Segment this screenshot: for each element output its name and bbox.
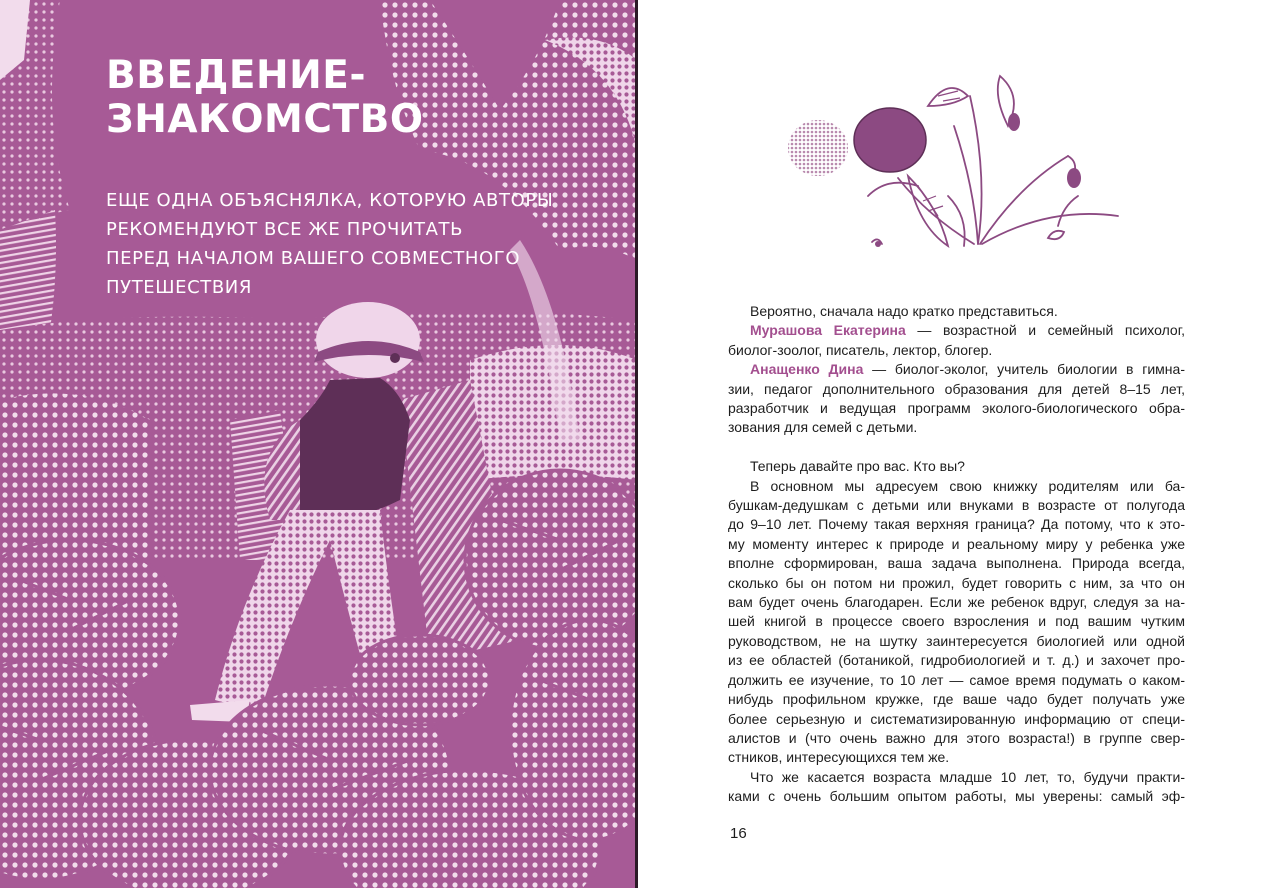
paragraph-line: му моменту интерес к природе и реальному миру у ребенка уже <box>728 535 1185 552</box>
paragraph-line: до 9–10 лет. Почему такая верхняя граница? Да потому, что к это- <box>728 516 1185 533</box>
chapter-subtitle-line: ПУТЕШЕСТВИЯ <box>106 277 252 298</box>
paragraph-line: зии, педагог дополнительного образования для детей 8–15 лет, <box>728 380 1185 397</box>
chapter-subtitle-line: РЕКОМЕНДУЮТ ВСЕ ЖЕ ПРОЧИТАТЬ <box>106 219 464 240</box>
paragraph-line: алистов и (что очень важно для этого возраста!) в группе свер- <box>728 729 1185 746</box>
paragraph-line: вам будет очень благодарен. Если же ребенок вдруг, следуя за на- <box>728 594 1185 611</box>
author-1-line <box>728 321 1185 340</box>
chapter-title-line: ВВЕДЕНИЕ- <box>106 53 367 98</box>
strawberry-plant-illustration <box>778 66 1138 266</box>
author-1-desc: — возрастной и семейный психолог, <box>905 322 1185 339</box>
paragraph-line: зования для семей с детьми. <box>728 419 918 436</box>
paragraph-line: более серьезную и систематизированную информацию от специ- <box>728 710 1185 727</box>
paragraph-line: биолог-зоолог, писатель, лектор, блогер. <box>728 341 993 358</box>
paragraph-line: В основном мы адресуем свою книжку родителям или ба- <box>750 477 1185 494</box>
paragraph-line: разработчик и ведущая программ эколого-биологического обра- <box>728 400 1185 417</box>
paragraph-line: вполне сформирован, ваша задача выполнена. Природа всегда, <box>728 555 1185 572</box>
paragraph-line: нибудь профильном кружке, где ваше чадо будет получать уже <box>728 691 1185 708</box>
body-text <box>728 302 1185 807</box>
page-number: 16 <box>730 825 747 842</box>
paragraph-line: Что же касается возраста младше 10 лет, то, будучи практи- <box>750 768 1185 785</box>
paragraph-line: стников, интересующихся тем же. <box>728 749 950 766</box>
paragraph-line: должить ее изучение, то 10 лет — самое время подумать о каком- <box>728 671 1185 688</box>
chapter-title-line: ЗНАКОМСТВО <box>106 97 424 142</box>
author-2-line <box>728 360 1185 379</box>
paragraph-line: ками с очень большим опытом работы, мы уверены: самый эф- <box>728 788 1185 805</box>
paragraph-line: бушкам-дедушкам с детьми или внуками в возрасте от полугода <box>728 497 1185 514</box>
paragraph-line: из ее областей (ботаникой, гидробиологией и т. д.) и захочет про- <box>728 652 1185 669</box>
paragraph-line: шей книгой в процессе своего взросления и под вашим чутким <box>728 613 1185 630</box>
paragraph-line: Теперь давайте про вас. Кто вы? <box>750 458 965 475</box>
paragraph-line: Вероятно, сначала надо кратко представиться. <box>750 303 1058 319</box>
paragraph-gap <box>728 438 1185 457</box>
author-1-name: Мурашова Екатерина <box>750 322 906 339</box>
chapter-subtitle-line: ПЕРЕД НАЧАЛОМ ВАШЕГО СОВМЕСТНОГО <box>106 248 521 269</box>
chapter-title <box>106 54 423 142</box>
author-2-name: Анащенко Дина <box>750 361 864 378</box>
paragraph-line: сколько бы он потом ни прожил, будет говорить с ним, за что он <box>728 574 1185 591</box>
right-page-text <box>638 0 1276 888</box>
chapter-subtitle-line: ЕЩЕ ОДНА ОБЪЯСНЯЛКА, КОТОРУЮ АВТОРЫ <box>106 190 554 211</box>
author-2-desc: — биолог-эколог, учитель биологии в гимна- <box>863 361 1185 378</box>
paragraph-line: руководством, не на шутку заинтересуется биологией или одной <box>728 632 1185 649</box>
left-page-illustration <box>0 0 637 888</box>
chapter-subtitle <box>106 186 576 302</box>
